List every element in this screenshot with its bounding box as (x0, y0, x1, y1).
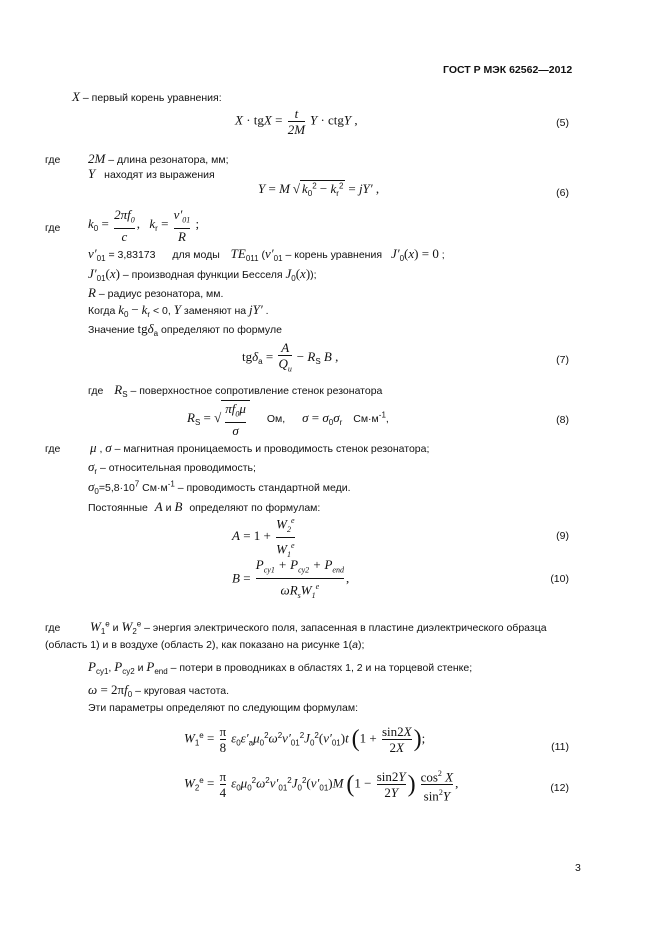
equation-10: B = $\frac{P_{cy1} + P_{cy2} + P_{end}}{\omega R_sW_1^e}$ , (232, 557, 349, 603)
sigma0-line: $\sigma_0=5,8\cdot 10^7$ $См\cdot м^{-1}$ – проводимость стандартной меди. (88, 479, 351, 497)
v01-line: $\nu'_{01} = 3,83173$ для моды $TE_{011}$ ($\nu'_{01}$ – корень уравнения $J'_0(x) = 0$ ; (88, 246, 445, 264)
y-find-line: Y находят из выражения (88, 166, 215, 181)
where-label: где (45, 622, 61, 634)
x-root-line (72, 89, 222, 105)
when-line: Когда $k_0 - k_r < 0$, Y заменяют на jY′ . (88, 302, 269, 320)
rs-line: где $R_S$ – поверхностное сопротивление стенок резонатора (88, 382, 383, 400)
eq-number-12: (12) (550, 782, 569, 794)
page-header: ГОСТ Р МЭК 62562—2012 (443, 64, 573, 76)
equation-12: $W_2^e$ = $\frac{\pi}{4}$ $\varepsilon_0\mu_0^2\omega^2\nu'_{01}^2J_0^2(\nu'_{01})M$ (1 − $\frac{\sin 2Y}{2Y}$ ) $\frac{\cos^2 X}{\sin^2Y}$ , (184, 769, 459, 804)
losses-line: $P_{cy1}$, $P_{cy2}$ и $P_{end}$ – потери в проводниках в областях 1, 2 и на торцевой стенке; (88, 659, 473, 677)
equation-6: Y = M √ $k_0^2 - k_r^2 = jY'$ , (258, 181, 380, 199)
x-root-text: – первый корень уравнения: (82, 92, 222, 104)
eq-number-10: (10) (550, 573, 569, 585)
eq-number-9: (9) (556, 530, 569, 542)
eq-number-7: (7) (556, 354, 569, 366)
equation-11: $W_1^e$ = $\frac{\pi}{8}$ $\varepsilon_0\varepsilon'_a\mu_0^2\omega^2\nu'_{01}^2J_0^2(\nu'_{01})t$ (1 + $\frac{\sin 2X}{2X}$ ); (184, 724, 426, 755)
equation-8: $R_S$ = √ $\frac{\pi f_0\mu}{\sigma}$ Ом, $\sigma = \sigma_0\sigma_r$ $См\cdot м^{-1}$, (187, 401, 389, 438)
eq-number-5: (5) (556, 117, 569, 129)
mu-sigma-line: μ , σ – магнитная проницаемость и проводимость стенок резонатора; (90, 440, 430, 455)
equation-9: A = 1 + $\frac{W_2^e}{W_1^e}$ (232, 513, 297, 562)
sigma-rel-line: $\sigma_r$ – относительная проводимость; (88, 459, 256, 477)
page-number: 3 (575, 862, 581, 874)
r-line: R – радиус резонатора, мм. (88, 285, 224, 300)
bessel-line: $J'_{01}(x)$ – производная функции Бесселя $J_0(x)$); (88, 266, 317, 284)
omega-line: $\omega = 2\pi f_0$ – круговая частота. (88, 682, 230, 700)
eq-number-11: (11) (551, 741, 569, 753)
var-x: X (72, 89, 80, 104)
params-line: Эти параметры определяют по следующим формулам: (88, 702, 359, 714)
constants-line: Постоянные A и B определяют по формулам: (88, 499, 321, 514)
where-label: где (45, 222, 61, 234)
energy-line-1: $W_1^e$ и $W_2^e$ – энергия электрического поля, запасенная в пластине диэлектрического образца (90, 619, 547, 637)
eq-number-6: (6) (556, 187, 569, 199)
energy-line-2: (область 1) и в воздухе (область 2), как показано на рисунке 1(а); (45, 639, 365, 651)
tan-line: Значение tgδ$_a$ определяют по формуле (88, 321, 282, 339)
equation-7: tgδ$_a$ = $\frac{A}{Q_u}$ − $R_S$ B , (242, 340, 338, 377)
equation-5: X · tgX = $\frac{t}{2M}$ Y · ctgY , (235, 106, 358, 137)
k-defs: $k_0$ = $\frac{2\pi f_0}{c}$ , $k_r$ = $\frac{\nu'_{01}}{R}$ ; (88, 207, 200, 244)
where-label: где (45, 443, 61, 455)
len-line: 2M – длина резонатора, мм; (88, 151, 229, 166)
where-label: где (45, 154, 61, 166)
eq-number-8: (8) (556, 414, 569, 426)
